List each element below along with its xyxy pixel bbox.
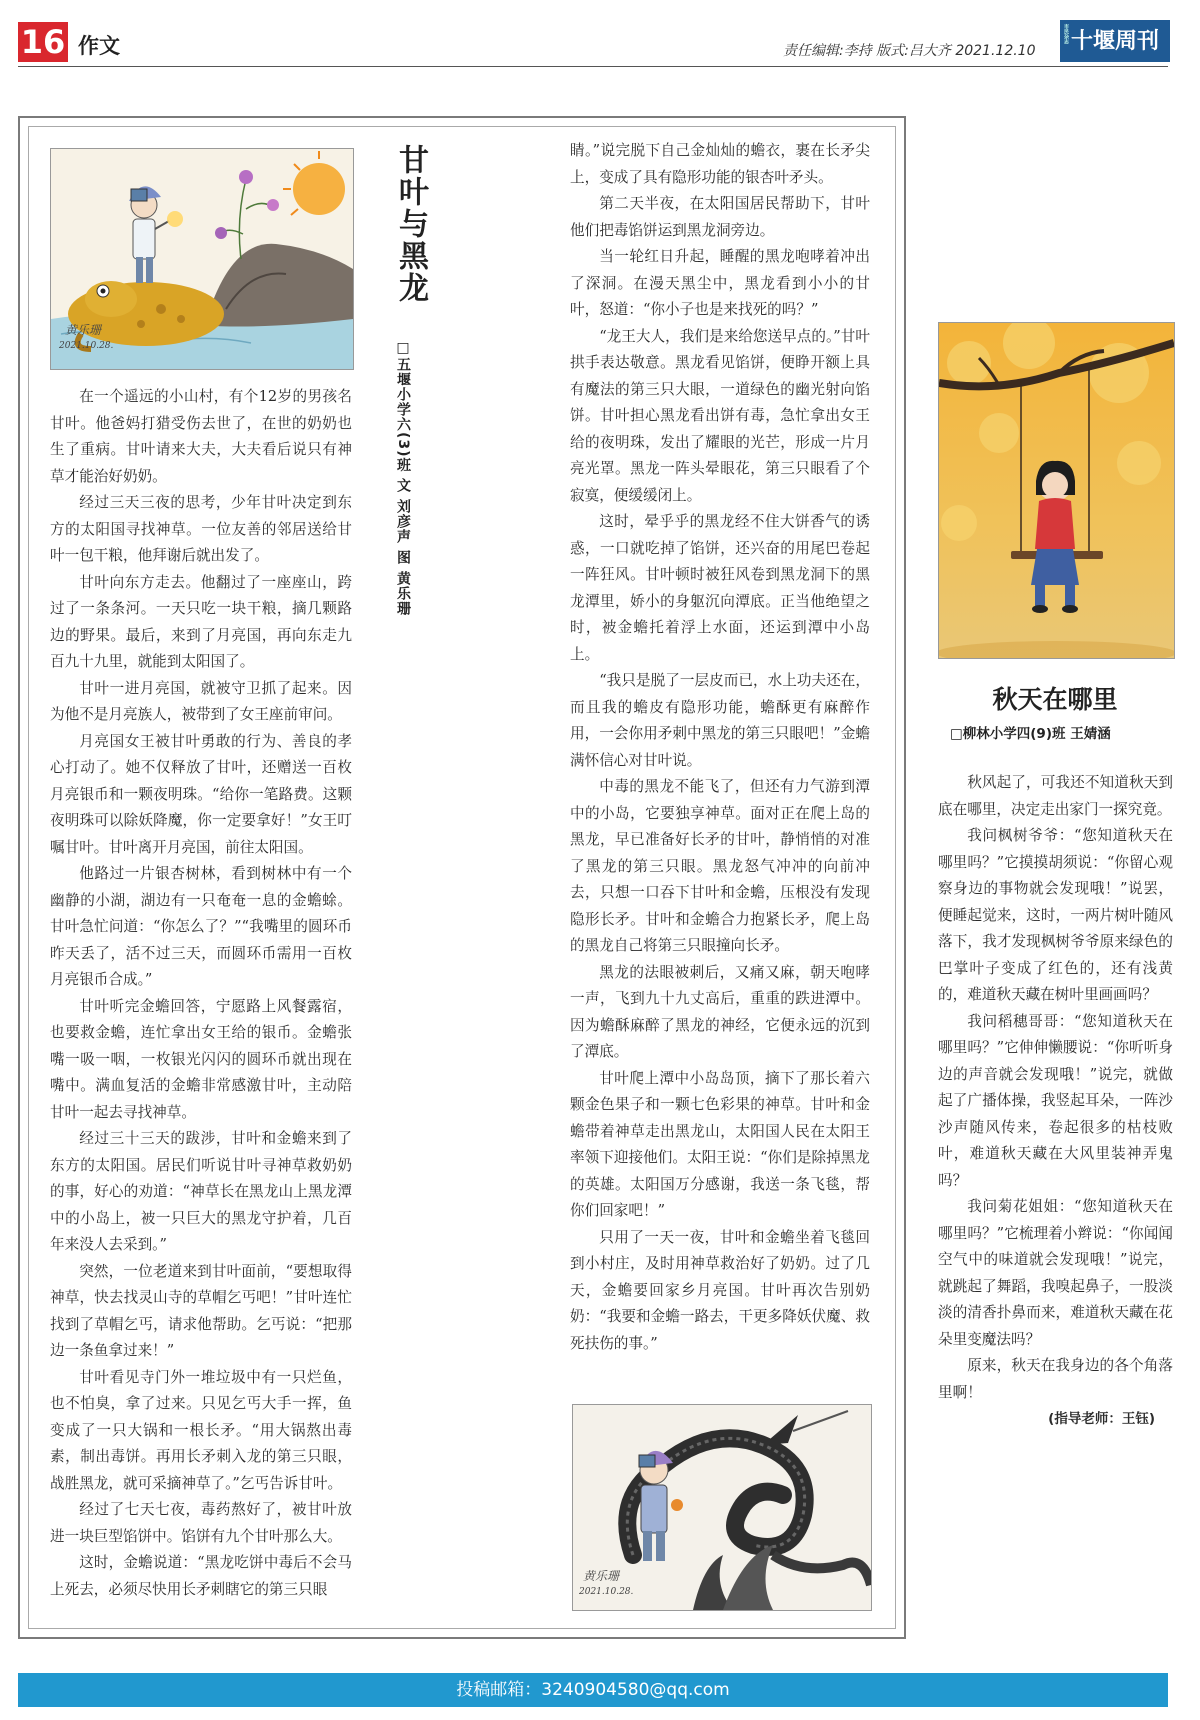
paragraph: 在一个遥远的小山村，有个12岁的男孩名甘叶。他爸妈打猎受伤去世了，在世的奶奶也生了重病。甘叶请来大夫，大夫看后说只有神草才能治好奶奶。 [50, 388, 352, 485]
masthead-side-text: 市民杂志 [1063, 24, 1069, 44]
paragraph: 当一轮红日升起，睡醒的黑龙咆哮着冲出了深洞。在漫天黑尘中，黑龙看到小小的甘叶，怒道：“你小子也是来找死的吗？” [570, 248, 870, 318]
drawing-girl-on-swing-svg [939, 323, 1174, 658]
page-number: 16 [18, 22, 68, 62]
article1-column1 [50, 384, 352, 1603]
paragraph: 经过三十三天的跋涉，甘叶和金蟾来到了东方的太阳国。居民们听说甘叶寻神草救奶奶的事，好心的劝道：“神草长在黑龙山上黑龙潭中的小岛上，被一只巨大的黑龙守护着，几百年来没人去采到。” [50, 1130, 352, 1253]
submission-email-footer: 投稿邮箱：3240904580@qq.com [18, 1673, 1168, 1707]
paragraph: 只用了一天一夜，甘叶和金蟾坐着飞毯回到小村庄，及时用神草救治好了奶奶。过了几天，金蟾要回家乡月亮国。甘叶再次告别奶奶：“我要和金蟾一路去，干更多降妖伏魔、救死扶伤的事。” [570, 1228, 870, 1352]
paragraph: 秋风起了，可我还不知道秋天到底在哪里，决定走出家门一探究竟。 [938, 774, 1173, 818]
drawing-girl-on-swing [938, 322, 1175, 659]
paragraph: “我只是脱了一层皮而已，水上功夫还在，而且我的蟾皮有隐形功能，蟾酥更有麻醉作用，一会你用矛刺中黑龙的第三只眼吧！”金蟾满怀信心对甘叶说。 [570, 672, 870, 769]
paragraph: 经过了七天七夜，毒药熬好了，被甘叶放进一块巨型馅饼中。馅饼有九个甘叶那么大。 [50, 1501, 352, 1545]
paragraph: 甘叶爬上潭中小岛岛顶，摘下了那长着六颗金色果子和一颗七色彩果的神草。甘叶和金蟾带着神草走出黑龙山，太阳国人民在太阳王率领下迎接他们。太阳王说：“你们是除掉黑龙的英雄。太阳国万分感谢，我送一条飞毯，帮你们回家吧！” [570, 1069, 870, 1219]
paragraph: “龙王大人，我们是来给您送早点的。”甘叶拱手表达敬意。黑龙看见馅饼，便睁开额上具有魔法的第三只大眼，一道绿色的幽光射向馅饼。甘叶担心黑龙看出饼有毒，急忙拿出女王给的夜明珠，发出了耀眼的光芒，形成一片月亮光罩。黑龙一阵头晕眼花，第三只眼看了个寂寞，便缓缓闭上。 [570, 327, 870, 504]
drawing-boy-on-toad [50, 148, 354, 370]
paragraph: 原来，秋天在我身边的各个角落里啊！ [938, 1357, 1173, 1401]
paragraph: 这时，晕乎乎的黑龙经不住大饼香气的诱惑，一口就吃掉了馅饼，还兴奋的用尾巴卷起一阵狂风。甘叶顿时被狂风卷到黑龙洞下的黑龙潭里，娇小的身躯沉向潭底。正当他绝望之时，被金蟾托着浮上水面，还运到潭中小岛上。 [570, 513, 870, 663]
masthead-logo [1060, 20, 1170, 62]
drawing2-signature: 黄乐珊 [583, 1569, 620, 1583]
paragraph: 他路过一片银杏树林，看到树林中有一个幽静的小湖，湖边有一只奄奄一息的金蟾蜍。甘叶急忙问道：“你怎么了？”“我嘴里的圆环币昨天丢了，活不过三天，而圆环币需用一百枚月亮银币合成。” [50, 865, 352, 988]
teacher-credit: (指导老师：王钰) [1048, 1411, 1155, 1427]
paragraph: 甘叶一进月亮国，就被守卫抓了起来。因为他不是月亮族人，被带到了女王座前审问。 [50, 679, 352, 723]
header-divider [18, 66, 1168, 67]
paragraph: 甘叶向东方走去。他翻过了一座座山，跨过了一条条河。一天只吃一块干粮，摘几颗路边的野果。最后，来到了月亮国，再向东走九百九十九里，就能到太阳国了。 [50, 573, 352, 670]
paragraph: 我问枫树爷爷：“您知道秋天在哪里吗？”它摸摸胡须说：“你留心观察身边的事物就会发现哦！”说罢，便睡起觉来，这时，一两片树叶随风落下，我才发现枫树爷爷原来绿色的巴掌叶子变成了红色的，还有浅黄的，难道秋天藏在树叶里画画吗？ [938, 827, 1173, 1003]
paragraph: 经过三天三夜的思考，少年甘叶决定到东方的太阳国寻找神草。一位友善的邻居送给甘叶一包干粮，他拜谢后就出发了。 [50, 494, 352, 564]
drawing1-signature: 黄乐珊 [65, 323, 102, 337]
article1-byline: □五堰小学六(3)班 文 刘彦声 图 黄乐珊 [395, 340, 411, 617]
section-title: 作文 [78, 34, 120, 58]
paragraph: 甘叶看见寺门外一堆垃圾中有一只烂鱼，也不怕臭，拿了过来。只见乞丐大手一挥，鱼变成了一只大锅和一根长矛。“用大锅熬出毒素，制出毒饼。再用长矛刺入龙的第三只眼，战胜黑龙，就可采摘神草了。”乞丐告诉甘叶。 [50, 1368, 352, 1492]
article2-byline: □柳林小学四(9)班 王婧涵 [950, 726, 1111, 742]
article2-title: 秋天在哪里 [992, 685, 1118, 714]
paragraph: 甘叶听完金蟾回答，宁愿路上风餐露宿，也要救金蟾，连忙拿出女王给的银币。金蟾张嘴一吸一咽，一枚银光闪闪的圆环币就出现在嘴中。满血复活的金蟾非常感激甘叶，主动陪甘叶一起去寻找神草。 [50, 997, 352, 1121]
article1-column2 [570, 138, 870, 1357]
masthead-title: 十堰周刊 [1070, 28, 1159, 54]
header-credits: 责任编辑:李持 版式:吕大齐 2021.12.10 [783, 43, 1036, 59]
paragraph: 我问菊花姐姐：“您知道秋天在哪里吗？”它梳理着小辫说：“你闻闻空气中的味道就会发现哦！”说完，就跳起了舞蹈，我嗅起鼻子，一股淡淡的清香扑鼻而来，难道秋天藏在花朵里变魔法吗？ [938, 1198, 1173, 1348]
paragraph: 黑龙的法眼被刺后，又痛又麻，朝天咆哮一声，飞到九十九丈高后，重重的跌进潭中。因为蟾酥麻醉了黑龙的神经，它便永远的沉到了潭底。 [570, 963, 870, 1060]
article1-title: 甘叶与黑龙 [393, 144, 428, 304]
paragraph: 突然，一位老道来到甘叶面前，“要想取得神草，快去找灵山寺的草帽乞丐吧！”甘叶连忙找到了草帽乞丐，请求他帮助。乞丐说：“把那边一条鱼拿过来！” [50, 1262, 352, 1359]
article2-body [938, 770, 1173, 1433]
drawing2-date: 2021.10.28. [579, 1587, 634, 1597]
paragraph: 这时，金蟾说道：“黑龙吃饼中毒后不会马上死去，必须尽快用长矛刺瞎它的第三只眼 [50, 1554, 352, 1598]
paragraph: 我问稻穗哥哥：“您知道秋天在哪里吗？”它伸伸懒腰说：“你听听身边的声音就会发现哦！”说完，就做起了广播体操，我竖起耳朵，一阵沙沙声随风传来，卷起很多的枯枝败叶，难道秋天藏在大风里装神弄鬼吗？ [938, 1012, 1173, 1189]
paragraph: 中毒的黑龙不能飞了，但还有力气游到潭中的小岛，它要独享神草。面对正在爬上岛的黑龙，早已准备好长矛的甘叶，静悄悄的对准了黑龙的第三只眼。黑龙怒气冲冲的向前冲去，只想一口吞下甘叶和金蟾，压根没有发现隐形长矛。甘叶和金蟾合力抱紧长矛，爬上岛的黑龙自己将第三只眼撞向长矛。 [570, 778, 870, 954]
drawing-boy-and-dragon [572, 1404, 872, 1611]
paragraph: 第二天半夜，在太阳国居民帮助下，甘叶他们把毒馅饼运到黑龙洞旁边。 [570, 195, 870, 239]
paragraph: 睛。”说完脱下自己金灿灿的蟾衣，裹在长矛尖上，变成了具有隐形功能的银杏叶矛头。 [570, 142, 870, 186]
drawing1-date: 2021.10.28. [59, 341, 114, 351]
paragraph: 月亮国女王被甘叶勇敢的行为、善良的孝心打动了。她不仅释放了甘叶，还赠送一百枚月亮银币和一颗夜明珠。“给你一笔路费。这颗夜明珠可以除妖降魔，你一定要拿好！”女王叮嘱甘叶。甘叶离开月亮国，前往太阳国。 [50, 732, 352, 856]
